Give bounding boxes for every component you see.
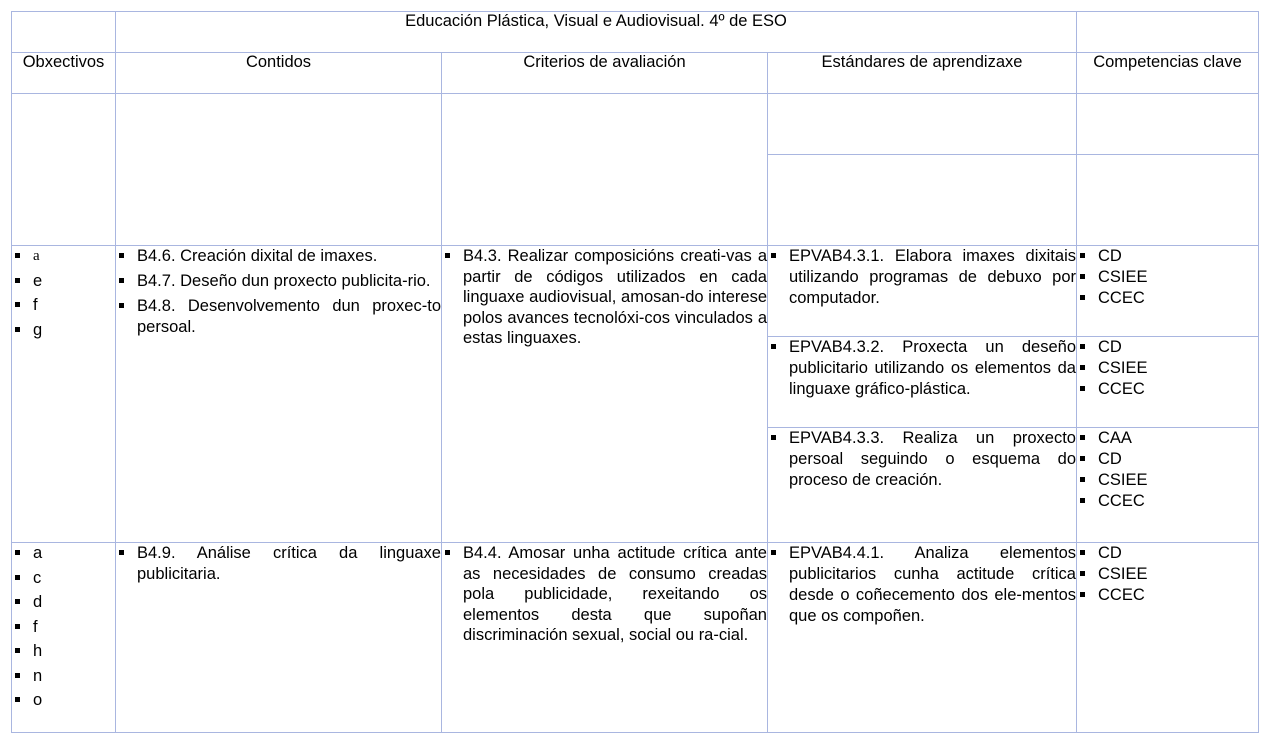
empty-cell: [442, 94, 768, 246]
competence-item: CCEC: [1077, 288, 1258, 309]
standard-cell: [768, 543, 1077, 733]
standard-item: EPVAB4.4.1. Analiza elementos publicitarios cunha actitude crítica desde o coñecemento dos ele-mentos que os compoñen.: [768, 543, 1076, 627]
contents-cell: [116, 246, 442, 543]
criteria-cell: [442, 246, 768, 543]
content-item: B4.8. Desenvolvemento dun proxec-to persoal.: [116, 296, 441, 337]
standard-item: EPVAB4.3.1. Elabora imaxes dixitais utilizando programas de debuxo por computador.: [768, 246, 1076, 309]
objective-item: e: [12, 271, 115, 292]
competence-item: CD: [1077, 337, 1258, 358]
competences-cell: [1077, 337, 1259, 428]
competence-item: CSIEE: [1077, 358, 1258, 379]
header-contents: Contidos: [116, 53, 442, 94]
empty-cell: [1077, 155, 1259, 246]
competence-item: CSIEE: [1077, 564, 1258, 585]
content-item: B4.7. Deseño dun proxecto publicita-rio.: [116, 271, 441, 292]
empty-cell: [1077, 94, 1259, 155]
header-row: [12, 53, 1259, 94]
empty-cell: [768, 94, 1077, 155]
empty-row: [12, 94, 1259, 155]
table-row: [12, 246, 1259, 337]
title-end-cell: [1077, 12, 1259, 53]
objective-item: h: [12, 641, 115, 662]
empty-cell: [768, 155, 1077, 246]
contents-cell: [116, 543, 442, 733]
competence-item: CSIEE: [1077, 470, 1258, 491]
objective-item: n: [12, 666, 115, 687]
objective-item: g: [12, 320, 115, 341]
standard-item: EPVAB4.3.3. Realiza un proxecto persoal seguindo o esquema do proceso de creación.: [768, 428, 1076, 491]
objective-item: f: [12, 295, 115, 316]
competence-item: CSIEE: [1077, 267, 1258, 288]
standard-cell: [768, 428, 1077, 543]
content-item: B4.9. Análise crítica da linguaxe publicitaria.: [116, 543, 441, 584]
competence-item: CCEC: [1077, 491, 1258, 512]
competence-item: CAA: [1077, 428, 1258, 449]
competences-cell: [1077, 543, 1259, 733]
competence-item: CD: [1077, 543, 1258, 564]
curriculum-table: [11, 11, 1259, 733]
objectives-cell: [12, 246, 116, 543]
empty-cell: [116, 94, 442, 246]
header-objectives: Obxectivos: [12, 53, 116, 94]
competence-item: CD: [1077, 449, 1258, 470]
header-criteria: Criterios de avaliación: [442, 53, 768, 94]
content-item: B4.6. Creación dixital de imaxes.: [116, 246, 441, 267]
objective-item: a: [12, 246, 115, 267]
empty-cell: [12, 94, 116, 246]
objective-item: o: [12, 690, 115, 711]
header-standards: Estándares de aprendizaxe: [768, 53, 1077, 94]
title-row: [12, 12, 1259, 53]
standard-cell: [768, 337, 1077, 428]
objectives-cell: [12, 543, 116, 733]
standard-cell: [768, 246, 1077, 337]
title-corner-cell: [12, 12, 116, 53]
criterion-item: B4.3. Realizar composicións creati-vas a partir de códigos utilizados en cada linguaxe audiovisual, amosan-do interese polos avances tecnolóxi-cos vinculados a estas linguaxes.: [442, 246, 767, 349]
objective-item: c: [12, 568, 115, 589]
table-title: Educación Plástica, Visual e Audiovisual. 4º de ESO: [116, 12, 1077, 53]
competence-item: CCEC: [1077, 585, 1258, 606]
standard-item: EPVAB4.3.2. Proxecta un deseño publicitario utilizando os elementos da linguaxe gráfico-plástica.: [768, 337, 1076, 400]
objective-item: a: [12, 543, 115, 564]
criterion-item: B4.4. Amosar unha actitude crítica ante as necesidades de consumo creadas pola publicidade, rexeitando os elementos desta que supoñan discriminación sexual, social ou ra-cial.: [442, 543, 767, 646]
objective-item: f: [12, 617, 115, 638]
criteria-cell: [442, 543, 768, 733]
competences-cell: [1077, 428, 1259, 543]
competence-item: CD: [1077, 246, 1258, 267]
header-competences: Competencias clave: [1077, 53, 1259, 94]
objective-item: d: [12, 592, 115, 613]
competence-item: CCEC: [1077, 379, 1258, 400]
table-row: [12, 543, 1259, 733]
competences-cell: [1077, 246, 1259, 337]
